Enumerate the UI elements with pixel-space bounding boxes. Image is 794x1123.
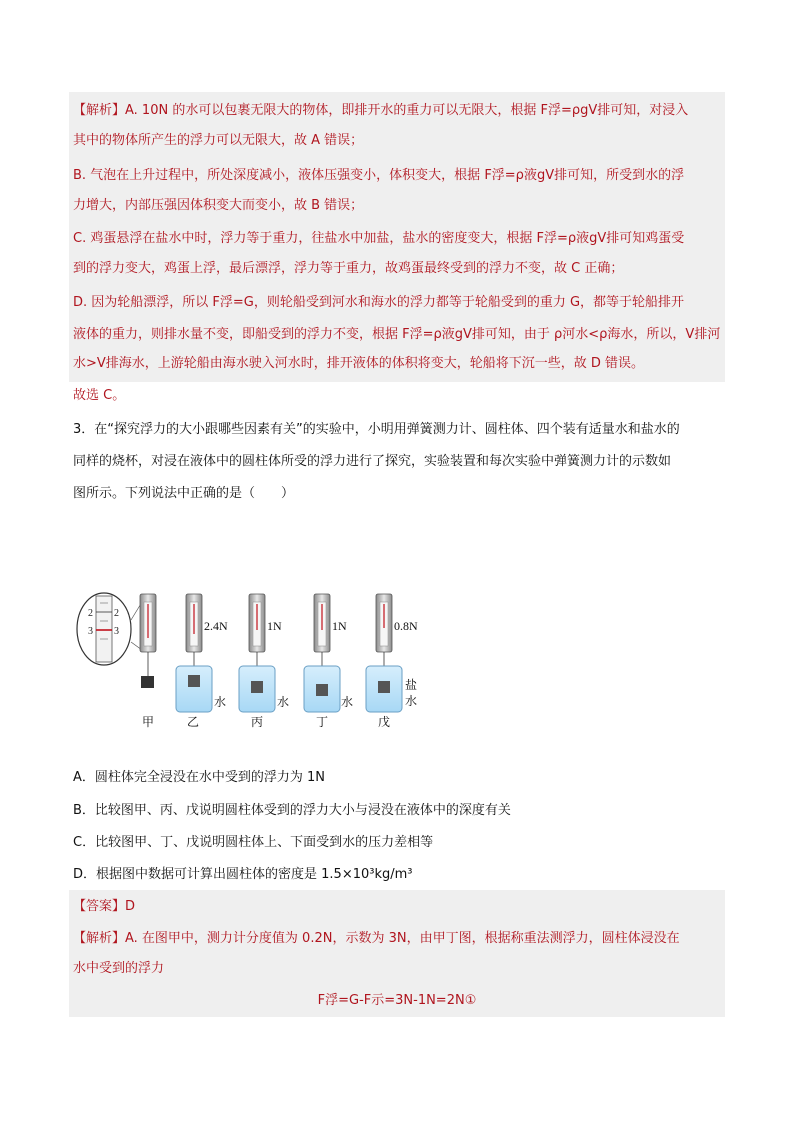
answer-line-1: 【解析】A. 在图甲中，测力计分度值为 0.2N，示数为 3N，由甲丁图，根据称重法测浮力，圆柱体浸没在 bbox=[73, 931, 680, 946]
analysis-line-4: 力增大，内部压强因体积变大而变小，故 B 错误； bbox=[73, 198, 364, 213]
gauge-tick-right-2: 2 bbox=[114, 608, 119, 619]
question-line-3: 图所示。下列说法中正确的是（ ） bbox=[73, 486, 295, 501]
label-wu: 戊 bbox=[378, 715, 391, 729]
option-a: A．圆柱体完全浸没在水中受到的浮力为 1N bbox=[73, 770, 326, 785]
answer-label: 【答案】D bbox=[73, 899, 136, 914]
liquid-label-yi: 水 bbox=[214, 695, 227, 709]
liquid-label-wu-1: 盐 bbox=[405, 678, 418, 692]
magnifier-icon bbox=[77, 593, 142, 665]
beaker-yi bbox=[176, 666, 212, 712]
analysis-line-6: 到的浮力变大，鸡蛋上浮，最后漂浮，浮力等于重力，故鸡蛋最终受到的浮力不变，故 C 正确； bbox=[73, 261, 624, 276]
analysis-line-3: B. 气泡在上升过程中，所处深度减小，液体压强变小，体积变大，根据 F浮=ρ液gV排可知，所受到水的浮 bbox=[73, 168, 685, 183]
liquid-label-bing: 水 bbox=[277, 695, 290, 709]
gauge-tick-left-3: 3 bbox=[88, 626, 93, 637]
reading-yi: 2.4N bbox=[204, 619, 228, 633]
liquid-label-ding: 水 bbox=[341, 695, 354, 709]
question-line-2: 同样的烧杯，对浸在液体中的圆柱体所受的浮力进行了探究，实验装置和每次实验中弹簧测力计的示数如 bbox=[73, 454, 672, 469]
analysis-line-10: 故选 C。 bbox=[73, 388, 126, 403]
beaker-ding bbox=[304, 666, 340, 712]
reading-wu: 0.8N bbox=[394, 619, 418, 633]
analysis-line-8: 液体的重力，则排水量不变，即船受到的浮力不变，根据 F浮=ρ液gV排可知，由于 ρ河水<ρ海水，所以，V排河 bbox=[73, 327, 721, 342]
answer-line-2: 水中受到的浮力 bbox=[73, 961, 165, 976]
beaker-bing bbox=[239, 666, 275, 712]
option-d: D．根据图中数据可计算出圆柱体的密度是 1.5×10³kg/m³ bbox=[73, 867, 413, 882]
liquid-label-wu-2: 水 bbox=[405, 694, 418, 708]
label-bing: 丙 bbox=[251, 715, 264, 729]
answer-formula: F浮=G-F示=3N-1N=2N① bbox=[317, 993, 477, 1008]
analysis-line-5: C. 鸡蛋悬浮在盐水中时，浮力等于重力，往盐水中加盐，盐水的密度变大，根据 F浮=ρ液gV排可知鸡蛋受 bbox=[73, 231, 685, 246]
analysis-line-7: D. 因为轮船漂浮，所以 F浮=G，则轮船受到河水和海水的浮力都等于轮船受到的重力 G，都等于轮船排开 bbox=[73, 295, 685, 310]
question-line-1: 3．在“探究浮力的大小跟哪些因素有关”的实验中，小明用弹簧测力计、圆柱体、四个装有适量水和盐水的 bbox=[73, 422, 680, 437]
analysis-line-2: 其中的物体所产生的浮力可以无限大，故 A 错误； bbox=[73, 133, 364, 148]
gauge-tick-right-3: 3 bbox=[114, 626, 119, 637]
spring-scale-jia bbox=[140, 594, 156, 688]
reading-bing: 1N bbox=[267, 619, 282, 633]
analysis-line-9: 水>V排海水，上游轮船由海水驶入河水时，排开液体的体积将变大，轮船将下沉一些，故 D 错误。 bbox=[73, 356, 645, 371]
gauge-tick-left-2: 2 bbox=[88, 608, 93, 619]
label-jia: 甲 bbox=[142, 715, 155, 729]
experiment-figure bbox=[74, 590, 444, 735]
reading-ding: 1N bbox=[332, 619, 347, 633]
option-c: C．比较图甲、丁、戊说明圆柱体上、下面受到水的压力差相等 bbox=[73, 835, 434, 850]
spring-scale-yi bbox=[186, 594, 202, 675]
option-b: B．比较图甲、丙、戊说明圆柱体受到的浮力大小与浸没在液体中的深度有关 bbox=[73, 803, 511, 818]
beaker-wu bbox=[366, 666, 402, 712]
label-yi: 乙 bbox=[187, 715, 200, 729]
label-ding: 丁 bbox=[316, 715, 329, 729]
analysis-line-1: 【解析】A. 10N 的水可以包裹无限大的物体，即排开水的重力可以无限大，根据 F浮=ρgV排可知，对浸入 bbox=[73, 103, 689, 118]
